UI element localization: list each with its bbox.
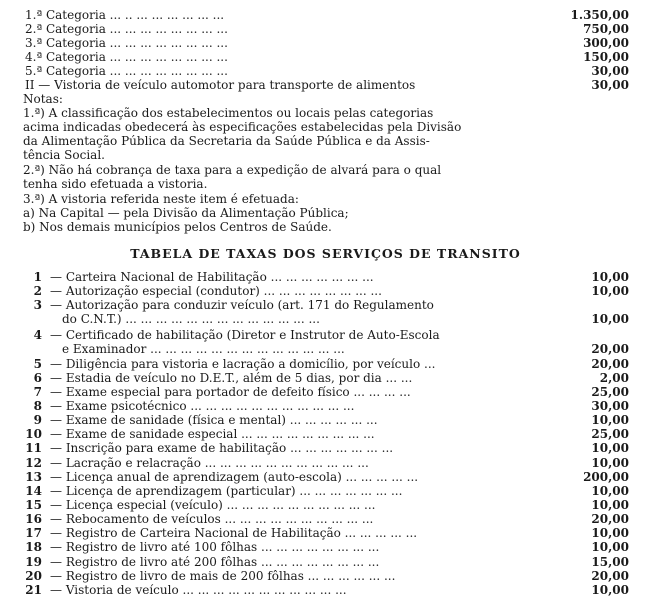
item-number: 9 xyxy=(33,413,42,427)
categoria-label: 3.ª Categoria ... ... ... ... ... ... ... ... xyxy=(25,36,228,50)
item-number: 19 xyxy=(25,555,42,569)
nota-line: 3.ª) A vistoria referida neste item é efetuada: xyxy=(23,192,299,206)
table-row xyxy=(0,284,651,298)
nota-line: acima indicadas obedecerá às especificações estabelecidas pela Divisão xyxy=(23,120,462,134)
item-value: 10,00 xyxy=(591,413,629,427)
nota-line: 2.ª) Não há cobrança de taxa para a expedição de alvará para o qual xyxy=(23,163,442,177)
table-row xyxy=(0,399,651,413)
item-number: 8 xyxy=(33,399,42,413)
item-value: 10,00 xyxy=(591,484,629,498)
categoria-label: 4.ª Categoria ... ... ... ... ... ... ... ... xyxy=(25,50,228,64)
item-number: 2 xyxy=(33,284,42,298)
nota-line: da Alimentação Pública da Secretaria da Saúde Pública e da Assis- xyxy=(23,134,430,148)
categoria-value: 1.350,00 xyxy=(570,8,629,22)
categoria-label: 1.ª Categoria ... .. ... ... ... ... ... ... xyxy=(25,8,225,22)
list-item xyxy=(0,64,651,78)
table-row xyxy=(0,342,651,356)
item-label: — Registro de livro até 200 fôlhas ... ... ... ... ... ... ... ... xyxy=(50,555,380,569)
item-number: 7 xyxy=(33,385,42,399)
item-label: — Rebocamento de veículos ... ... ... ... ... ... ... ... ... ... xyxy=(50,512,374,526)
categoria-value: 750,00 xyxy=(583,22,629,36)
table-row xyxy=(0,328,651,342)
table-row xyxy=(0,540,651,554)
categoria-value: 30,00 xyxy=(591,64,629,78)
table-row xyxy=(0,555,651,569)
table-row xyxy=(0,441,651,455)
item-label: — Exame psicotécnico ... ... ... ... ... ... ... ... ... ... ... xyxy=(50,399,355,413)
table-row xyxy=(0,512,651,526)
list-item xyxy=(0,22,651,36)
item-label: — Estadia de veículo no D.E.T., além de 5 dias, por dia ... ... xyxy=(50,371,413,385)
item-number: 14 xyxy=(25,484,42,498)
item-value: 15,00 xyxy=(591,555,629,569)
item-label: — Licença especial (veículo) ... ... ... ... ... ... ... ... ... ... xyxy=(50,498,376,512)
table-row xyxy=(0,583,651,597)
table-row xyxy=(0,526,651,540)
item-value: 30,00 xyxy=(591,399,629,413)
item-value: 10,00 xyxy=(591,312,629,326)
table-row xyxy=(0,484,651,498)
item-number: 4 xyxy=(33,328,42,342)
item-value: 200,00 xyxy=(583,470,629,484)
item-number: 21 xyxy=(25,583,42,597)
item-value: 20,00 xyxy=(591,342,629,356)
item-label: — Autorização para conduzir veículo (art. 171 do Regulamento xyxy=(50,298,434,312)
item-number: 1 xyxy=(33,270,42,284)
table-row xyxy=(0,427,651,441)
item-number: 5 xyxy=(33,357,42,371)
item-value: 10,00 xyxy=(591,456,629,470)
item-number: 6 xyxy=(33,371,42,385)
item-value: 25,00 xyxy=(591,427,629,441)
item-value: 10,00 xyxy=(591,284,629,298)
nota-line: a) Na Capital — pela Divisão da Alimentação Pública; xyxy=(23,206,349,220)
nota-line: tência Social. xyxy=(23,148,105,162)
table-row xyxy=(0,357,651,371)
item-label: — Exame especial para portador de defeito físico ... ... ... ... xyxy=(50,385,411,399)
item-number: 20 xyxy=(25,569,42,583)
item-number: 17 xyxy=(25,526,42,540)
item-number: 13 xyxy=(25,470,42,484)
item-value: 10,00 xyxy=(591,270,629,284)
item-value: 10,00 xyxy=(591,540,629,554)
table-row xyxy=(0,413,651,427)
categoria-value: 300,00 xyxy=(583,36,629,50)
categoria-label: 2.ª Categoria ... ... ... ... ... ... ... ... xyxy=(25,22,228,36)
item-label: do C.N.T.) ... ... ... ... ... ... ... ... ... ... ... ... ... xyxy=(62,312,320,326)
table-row xyxy=(0,470,651,484)
vistoria-value: 30,00 xyxy=(591,78,629,92)
item-label: — Certificado de habilitação (Diretor e Instrutor de Auto-Escola xyxy=(50,328,440,342)
item-number: 16 xyxy=(25,512,42,526)
table-row xyxy=(0,312,651,326)
table-row xyxy=(0,385,651,399)
nota-line: tenha sido efetuada a vistoria. xyxy=(23,177,208,191)
item-label: — Registro de livro de mais de 200 fôlhas ... ... ... ... ... ... xyxy=(50,569,396,583)
nota-line: 1.ª) A classificação dos estabelecimentos ou locais pelas categorias xyxy=(23,106,434,120)
item-value: 10,00 xyxy=(591,441,629,455)
item-label: — Licença de aprendizagem (particular) ... ... ... ... ... ... ... xyxy=(50,484,403,498)
table-row xyxy=(0,456,651,470)
item-value: 10,00 xyxy=(591,526,629,540)
table-row xyxy=(0,498,651,512)
categoria-value: 150,00 xyxy=(583,50,629,64)
item-value: 10,00 xyxy=(591,498,629,512)
item-number: 10 xyxy=(25,427,42,441)
item-value: 25,00 xyxy=(591,385,629,399)
list-item xyxy=(0,50,651,64)
notas-heading: Notas: xyxy=(23,92,63,106)
item-number: 18 xyxy=(25,540,42,554)
nota-line: b) Nos demais municípios pelos Centros de Saúde. xyxy=(23,220,332,234)
item-label: — Registro de Carteira Nacional de Habilitação ... ... ... ... ... xyxy=(50,526,418,540)
vistoria-label: II — Vistoria de veículo automotor para transporte de alimentos xyxy=(25,78,416,92)
item-label: — Inscrição para exame de habilitação ... ... ... ... ... ... ... xyxy=(50,441,394,455)
item-number: 3 xyxy=(33,298,42,312)
item-label: — Vistoria de veículo ... ... ... ... ... ... ... ... ... ... ... xyxy=(50,583,347,597)
vistoria-row xyxy=(0,78,651,92)
item-label: — Exame de sanidade (física e mental) ... ... ... ... ... ... xyxy=(50,413,378,427)
item-label: — Diligência para vistoria e lacração a domicílio, por veículo ... xyxy=(50,357,436,371)
table-row xyxy=(0,270,651,284)
section-title: TABELA DE TAXAS DOS SERVIÇOS DE TRANSITO xyxy=(130,246,521,261)
item-label: e Examinador ... ... ... ... ... ... ... ... ... ... ... ... ... xyxy=(62,342,345,356)
item-number: 12 xyxy=(25,456,42,470)
item-label: — Lacração e relacração ... ... ... ... ... ... ... ... ... ... ... xyxy=(50,456,369,470)
item-value: 20,00 xyxy=(591,357,629,371)
item-value: 20,00 xyxy=(591,569,629,583)
item-number: 15 xyxy=(25,498,42,512)
item-label: — Licença anual de aprendizagem (auto-escola) ... ... ... ... ... xyxy=(50,470,419,484)
table-row xyxy=(0,371,651,385)
item-number: 11 xyxy=(25,441,42,455)
item-value: 10,00 xyxy=(591,583,629,597)
table-row xyxy=(0,569,651,583)
list-item xyxy=(0,36,651,50)
item-label: — Carteira Nacional de Habilitação ... ... ... ... ... ... ... xyxy=(50,270,374,284)
table-row xyxy=(0,298,651,312)
item-value: 20,00 xyxy=(591,512,629,526)
list-item xyxy=(0,8,651,22)
item-value: 2,00 xyxy=(599,371,629,385)
item-label: — Exame de sanidade especial ... ... ... ... ... ... ... ... ... xyxy=(50,427,375,441)
item-label: — Registro de livro até 100 fôlhas ... ... ... ... ... ... ... ... xyxy=(50,540,380,554)
categoria-label: 5.ª Categoria ... ... ... ... ... ... ... ... xyxy=(25,64,228,78)
item-label: — Autorização especial (condutor) ... ... ... ... ... ... ... ... xyxy=(50,284,382,298)
